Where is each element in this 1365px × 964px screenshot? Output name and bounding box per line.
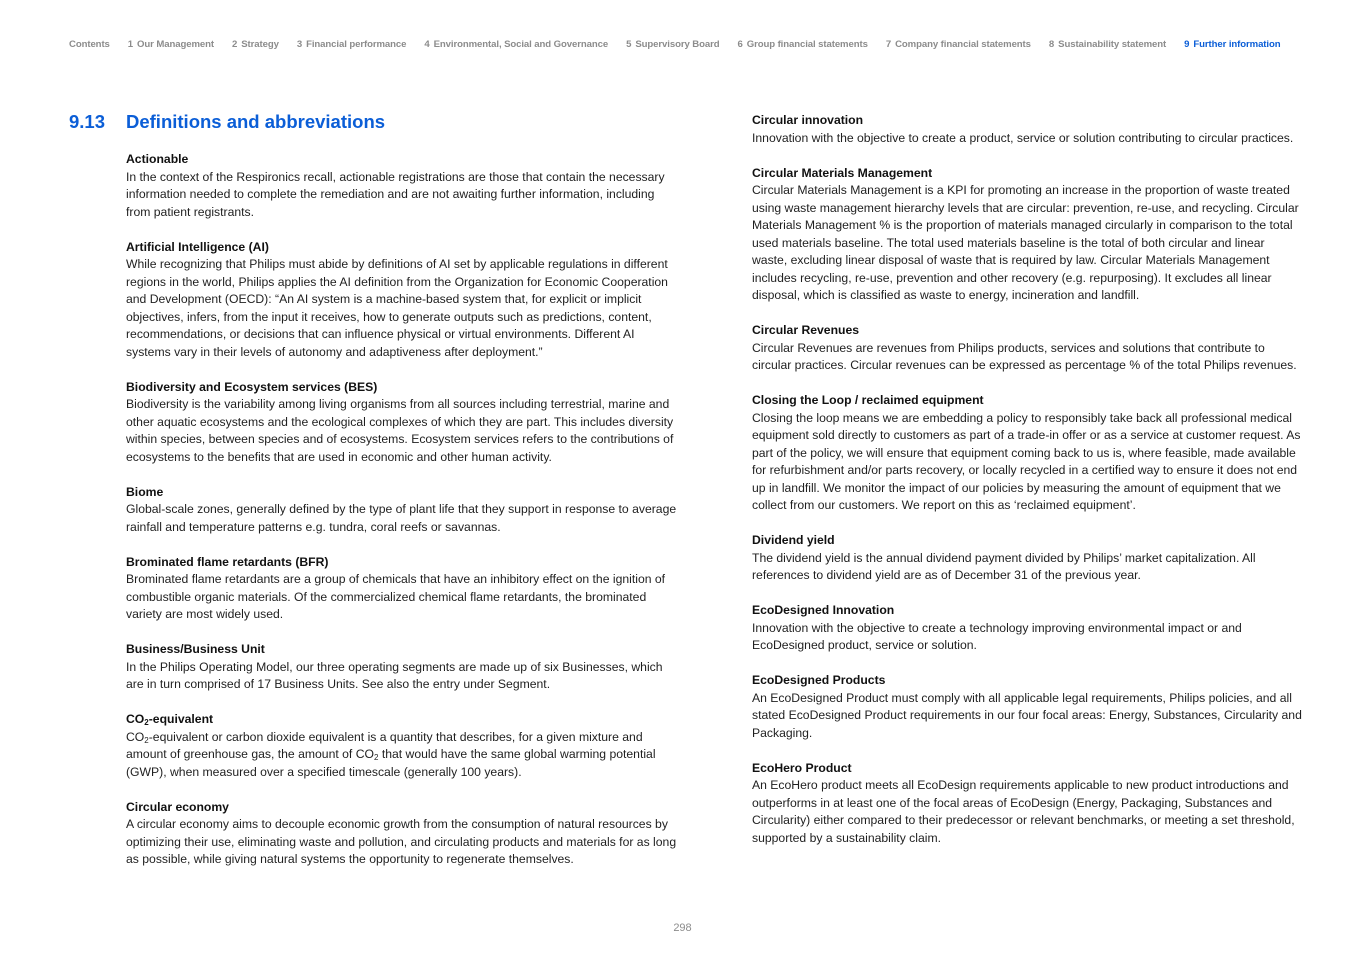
definition-text: The dividend yield is the annual dividend payment divided by Philips’ market capitalization. All references to dividend yield are as of December 31 of the previous year.: [752, 550, 1256, 582]
definition-entry: [752, 112, 1302, 147]
definition-entry: [752, 602, 1302, 655]
nav-contents[interactable]: [69, 39, 110, 50]
nav-label: Group financial statements: [746, 39, 868, 50]
definition-entry: [752, 672, 1302, 742]
definition-text: In the Philips Operating Model, our three operating segments are made up of six Businesses, which are in turn comprised of 17 Business Units. See also the entry under Segment.: [126, 659, 663, 691]
definition-term: EcoHero Product: [752, 760, 852, 775]
def-part: that would have the same global warming potential (GWP), when measured over a specified timescale (generally 100 years).: [126, 747, 656, 779]
definition-term: Biodiversity and Ecosystem services (BES): [126, 379, 378, 394]
definition-term: Circular Revenues: [752, 323, 860, 337]
definition-term: EcoDesigned Products: [752, 673, 886, 687]
definition-entry: [126, 484, 678, 537]
definition-term: [126, 711, 678, 729]
definition-entry: [126, 799, 678, 869]
right-column: [752, 112, 1302, 865]
nav-number: 4: [424, 39, 430, 50]
nav-number: 8: [1048, 39, 1055, 50]
definition-term: Dividend yield: [752, 533, 835, 547]
nav-label: Environmental, Social and Governance: [433, 39, 609, 50]
definition-term: Closing the Loop / reclaimed equipment: [752, 393, 984, 407]
definition-text: Closing the loop means we are embedding a policy to responsibly take back all professional medical equipment sold directly to customers as part of a trade-in offer or as a service at customer request. As part of the policy, we will ensure that equipment coming back to us is, where feasible, made available for refurbishment and/or parts recovery, or locally recycled in a certified way to ensure it does not end up in landfill. We monitor the impact of our policies by measuring the amount of equipment that we collect from our customers. We report on this as ‘reclaimed equipment’.: [752, 410, 1301, 512]
definition-entry: [752, 392, 1302, 515]
nav-our-management[interactable]: [128, 39, 214, 50]
definition-entry: [752, 760, 1302, 848]
nav-group-financial-statements[interactable]: [737, 39, 867, 50]
definition-entry: [126, 151, 678, 221]
nav-label: Contents: [69, 39, 110, 50]
definition-entry: [126, 379, 678, 467]
definition-entry: [126, 641, 678, 694]
definition-entry: [126, 239, 678, 362]
definition-text: Circular Revenues are revenues from Philips products, services and solutions that contribute to circular practices. Circular revenues can be expressed as percentage % of the total Philips revenues.: [752, 340, 1297, 372]
definition-entry: [126, 554, 678, 624]
def-part: CO: [126, 729, 145, 744]
term-part: -equivalent: [148, 712, 214, 726]
nav-label: Financial performance: [306, 39, 407, 50]
definition-term: Artificial Intelligence (AI): [126, 239, 269, 254]
section-heading: [69, 111, 385, 133]
nav-label: Strategy: [241, 39, 279, 50]
definition-text: An EcoDesigned Product must comply with all applicable legal requirements, Philips policies, and all stated EcoDesigned Product requirements in our four focal areas: Energy, Substances, Circularity and Packaging.: [752, 690, 1302, 740]
nav-number: 9: [1184, 39, 1190, 50]
definition-term: Biome: [126, 484, 164, 499]
section-title: Definitions and abbreviations: [126, 111, 386, 132]
definition-text: Innovation with the objective to create a product, service or solution contributing to circular practices.: [752, 130, 1294, 145]
definition-entry: [752, 532, 1302, 585]
definition-term: Actionable: [126, 152, 189, 166]
nav-label: Sustainability statement: [1058, 39, 1167, 50]
definition-entry: [752, 322, 1302, 375]
nav-number: 7: [885, 39, 892, 50]
definition-term: Brominated flame retardants (BFR): [126, 554, 329, 569]
nav-number: 2: [232, 39, 238, 50]
definition-term: Circular innovation: [752, 113, 864, 127]
left-column: [126, 151, 678, 886]
definition-text: Biodiversity is the variability among living organisms from all sources including terrestrial, marine and other aquatic ecosystems and the ecological complexes of which they are part. This includes diversity within species, between species and of ecosystems. Ecosystem services refers to the contributions of ecosystems to the benefits that are used in economic and other human activity.: [126, 397, 674, 464]
definition-text: Innovation with the objective to create a technology improving environmental impact or and EcoDesigned product, service or solution.: [752, 620, 1242, 652]
nav-number: 5: [626, 39, 632, 50]
definition-text: [126, 729, 678, 782]
subscript: 2: [144, 718, 149, 727]
nav-label: Company financial statements: [895, 39, 1031, 50]
nav-label: Our Management: [137, 39, 214, 50]
definition-text: Circular Materials Management is a KPI for promoting an increase in the proportion of waste treated using waste management hierarchy levels that are circular: prevention, re-use, and recycling. Circular Materials Management % is the proportion of materials managed circularly in comparison to the total used materials baseline. The total used materials baseline is the total of both circular and linear waste, excluding linear disposal of waste that is required by law. Circular Materials Management includes recycling, re-use, prevention and other recovery (e.g. repurposing). It excludes all linear disposal, which is classified as waste to energy, incineration and landfill.: [752, 183, 1299, 302]
definition-text: Brominated flame retardants are a group of chemicals that have an inhibitory effect on the ignition of combustible organic materials. Of the commercialized chemical flame retardants, the brominated variety are most widely used.: [126, 572, 666, 621]
subscript: 2: [144, 735, 149, 745]
top-navigation: [69, 39, 1325, 50]
term-part: CO: [126, 712, 145, 726]
nav-company-financial-statements[interactable]: [886, 39, 1031, 50]
definition-term: Circular Materials Management: [752, 165, 933, 180]
section-number: 9.13: [69, 111, 106, 132]
definition-term: EcoDesigned Innovation: [752, 603, 895, 617]
subscript: 2: [373, 753, 379, 762]
definition-entry: [752, 165, 1302, 305]
nav-sustainability-statement[interactable]: [1049, 39, 1166, 50]
definition-text: In the context of the Respironics recall, actionable registrations are those that contain the necessary information needed to complete the remediation and are not awaiting further information, including from patient registrants.: [126, 169, 665, 219]
definition-text: An EcoHero product meets all EcoDesign requirements applicable to new product introductions and outperforms in at least one of the focal areas of EcoDesign (Energy, Packaging, Substances and Circularity) either compared to their predecessor or relevant benchmarks, or meeting a set threshold, supported by a sustainability claim.: [752, 778, 1295, 845]
page-number: 298: [673, 922, 692, 934]
definition-term: Circular economy: [126, 799, 229, 814]
nav-number: 1: [127, 39, 134, 50]
definition-term: Business/Business Unit: [126, 642, 265, 656]
nav-esg[interactable]: [424, 39, 608, 50]
definition-text: A circular economy aims to decouple economic growth from the consumption of natural resources by optimizing their use, eliminating waste and pollution, and circulating products and materials for as long as possible, while giving natural systems the opportunity to regenerate themselves.: [126, 817, 677, 866]
nav-further-information[interactable]: [1184, 39, 1280, 50]
definition-entry-co2: [126, 711, 678, 781]
nav-label: Supervisory Board: [635, 39, 720, 50]
nav-label: Further information: [1193, 39, 1281, 50]
nav-number: 3: [296, 39, 303, 50]
nav-financial-performance[interactable]: [297, 39, 407, 50]
nav-number: 6: [737, 39, 743, 50]
nav-strategy[interactable]: [232, 39, 279, 50]
nav-supervisory-board[interactable]: [626, 39, 719, 50]
definition-text: Global-scale zones, generally defined by the type of plant life that they support in response to average rainfall and temperature patterns e.g. tundra, coral reefs or savannas.: [126, 502, 677, 534]
definition-text: While recognizing that Philips must abide by definitions of AI set by applicable regulations in different regions in the world, Philips applies the AI definition from the Organization for Economic Cooperation and Development (OECD): “An AI system is a machine-based system that, for explicit or implicit objectives, infers, from the input it receives, how to generate outputs such as predictions, content, recommendations, or decisions that can influence physical or virtual environments. Different AI systems vary in their levels of autonomy and adaptiveness after deployment.”: [126, 257, 668, 359]
def-part: -equivalent or carbon dioxide equivalent is a quantity that describes, for a given mixture and amount of greenhouse gas, the amount of CO: [126, 729, 643, 761]
